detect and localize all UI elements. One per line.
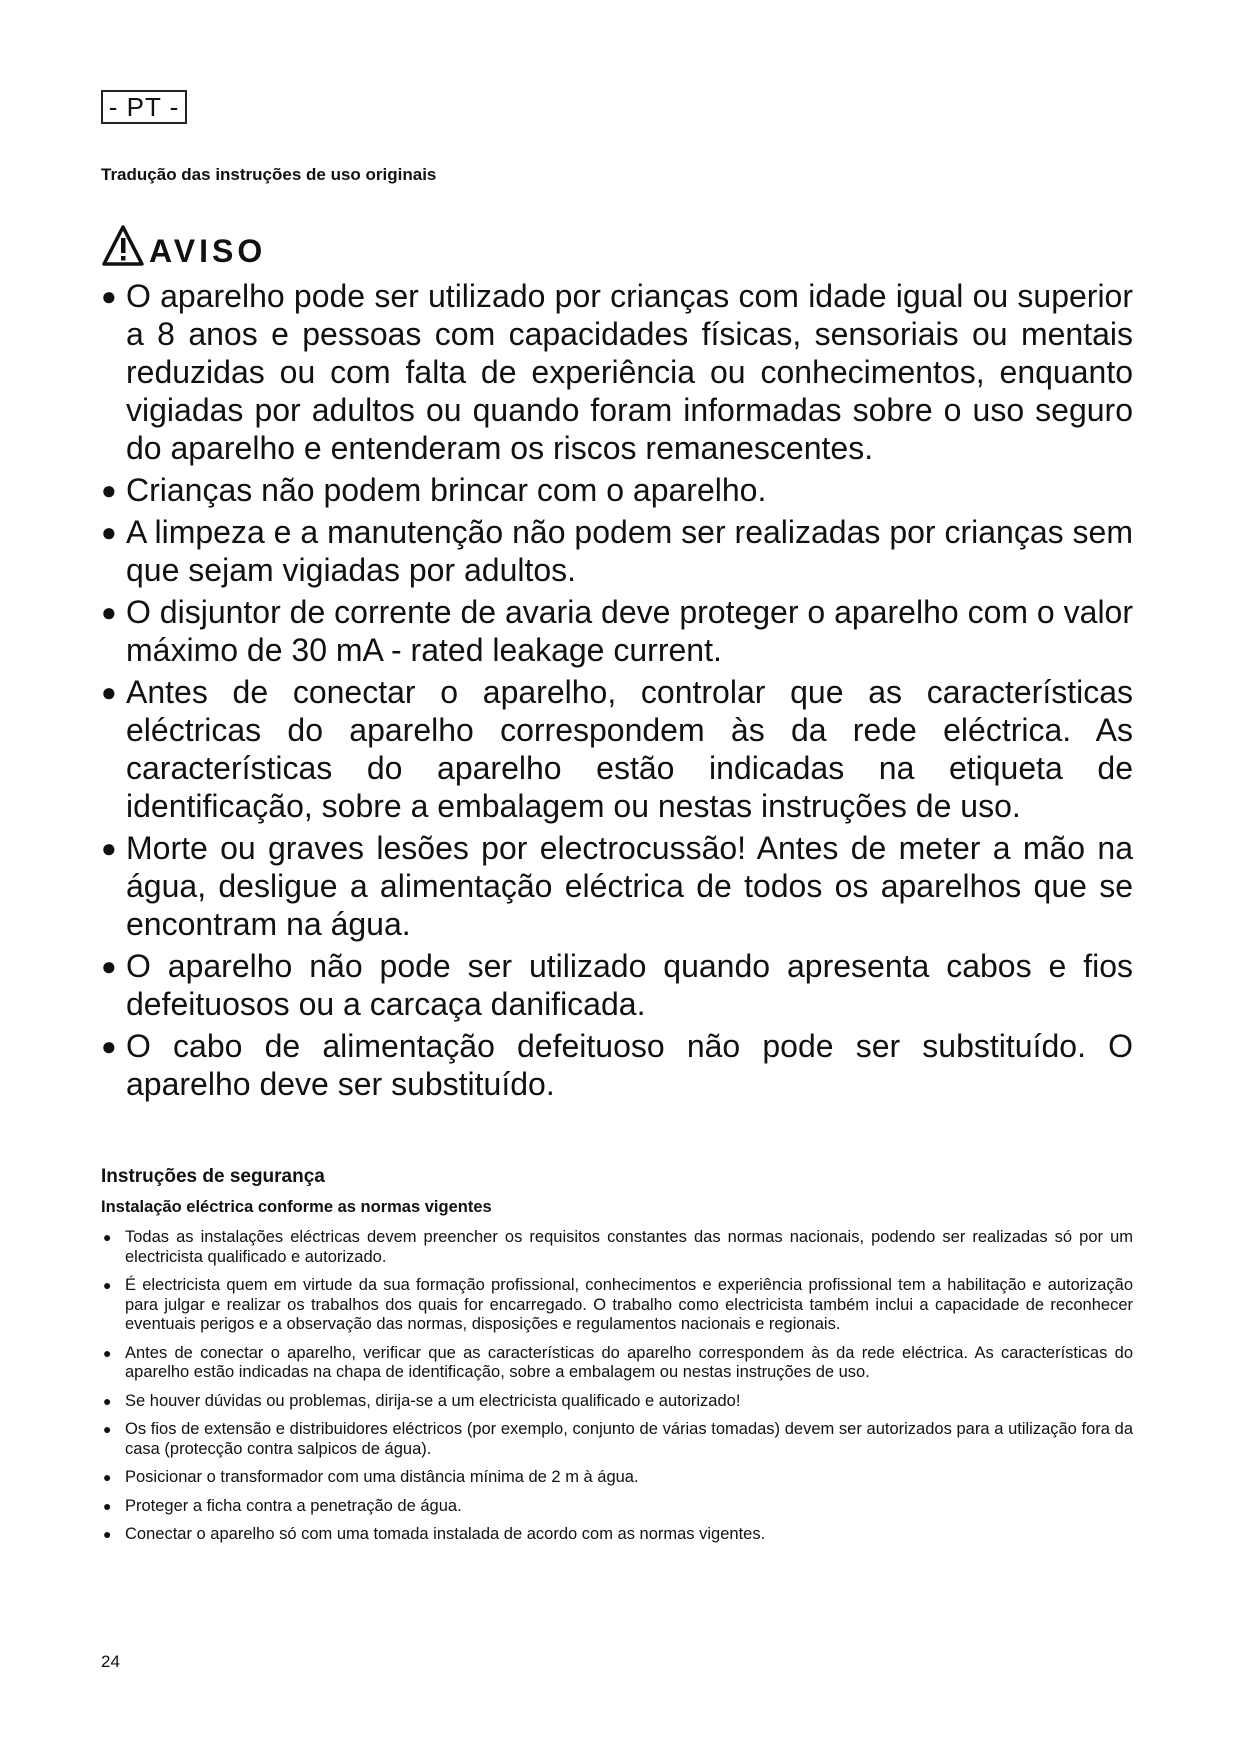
bullet-icon: ● [101,517,117,547]
warning-item-text: O aparelho não pode ser utilizado quando apresenta cabos e fios defeituosos ou a carcaça danificada. [126,948,1133,1022]
safety-item-text: É electricista quem em virtude da sua formação profissional, conhecimentos e experiência profissional tem a habilitação e autorização para julgar e realizar os trabalhos dos quais for encarregado. O trabalho como electricista também inclui a capacidade de reconhecer eventuais perigos e a observação das normas, disposições e regulamentos nacionais e regionais. [125,1276,1133,1333]
bullet-icon: ● [101,475,117,505]
safety-item [101,1497,1133,1517]
bullet-icon: ● [103,1344,112,1361]
bullet-icon: ● [103,1497,112,1514]
safety-section-subtitle: Instalação eléctrica conforme as normas vigentes [101,1198,492,1216]
bullet-icon: ● [103,1392,112,1409]
warning-item [101,947,1133,1023]
safety-item [101,1525,1133,1545]
bullet-icon: ● [101,597,117,627]
bullet-icon: ● [101,833,117,863]
bullet-icon: ● [103,1526,112,1542]
warning-item-text: O cabo de alimentação defeituoso não pode ser substituído. O aparelho deve ser substituído. [126,1028,1133,1102]
warning-triangle-icon [101,224,145,268]
safety-item [101,1420,1133,1459]
safety-item [101,1276,1133,1335]
warning-item-text: O aparelho pode ser utilizado por crianças com idade igual ou superior a 8 anos e pessoas com capacidades físicas, sensoriais ou mentais reduzidas ou com falta de experiência ou conhecimentos, enquanto vigiadas por adultos ou quando foram informadas sobre o uso seguro do aparelho e entenderam os riscos remanescentes. [126,278,1133,466]
bullet-icon: ● [101,677,117,707]
safety-item [101,1392,1133,1412]
warning-item [101,829,1133,943]
safety-item [101,1228,1133,1267]
language-tag: - PT - [101,90,187,124]
bullet-icon: ● [101,1031,117,1061]
safety-item-text: Antes de conectar o aparelho, verificar que as características do aparelho correspondem às da rede eléctrica. As características do aparelho estão indicadas na chapa de identificação, sobre a embalagem ou nestas instruções de uso. [125,1343,1133,1381]
bullet-icon: ● [103,1277,112,1293]
warning-item-text: A limpeza e a manutenção não podem ser realizadas por crianças sem que sejam vigiadas por adultos. [126,514,1133,588]
bullet-icon: ● [103,1421,112,1437]
safety-list [101,1228,1133,1554]
warning-item-text: Crianças não podem brincar com o aparelho. [126,472,767,508]
safety-item [101,1468,1133,1488]
document-subtitle: Tradução das instruções de uso originais [101,165,437,184]
safety-item [101,1344,1133,1383]
warning-item-text: Antes de conectar o aparelho, controlar que as características eléctricas do aparelho correspondem às da rede eléctrica. As características do aparelho estão indicadas na etiqueta de identificação, sobre a embalagem ou nestas instruções de uso. [126,674,1133,824]
warning-heading [101,212,266,268]
safety-item-text: Posicionar o transformador com uma distância mínima de 2 m à água. [125,1468,639,1486]
safety-item-text: Proteger a ficha contra a penetração de água. [125,1496,462,1515]
safety-item-text: Se houver dúvidas ou problemas, dirija-se a um electricista qualificado e autorizado! [125,1391,741,1410]
safety-item-text: Conectar o aparelho só com uma tomada instalada de acordo com as normas vigentes. [125,1525,766,1543]
page-number: 24 [101,1652,120,1671]
warning-item-text: Morte ou graves lesões por electrocussão! Antes de meter a mão na água, desligue a alimentação eléctrica de todos os aparelhos que se encontram na água. [126,830,1133,942]
bullet-icon: ● [103,1229,112,1245]
bullet-icon: ● [103,1469,112,1485]
bullet-icon: ● [101,951,117,981]
warning-item [101,513,1133,589]
safety-item-text: Os fios de extensão e distribuidores eléctricos (por exemplo, conjunto de várias tomadas) devem ser autorizados para a utilização fora da casa (protecção contra salpicos de água). [125,1420,1133,1458]
warning-item-text: O disjuntor de corrente de avaria deve proteger o aparelho com o valor máximo de 30 mA - rated leakage current. [126,594,1133,668]
warning-item [101,277,1133,467]
warning-item [101,1027,1133,1103]
warning-item [101,471,1133,509]
bullet-icon: ● [101,281,117,311]
warning-title: AVISO [149,233,267,269]
warning-item [101,673,1133,825]
warning-list [101,277,1133,1107]
safety-item-text: Todas as instalações eléctricas devem preencher os requisitos constantes das normas nacionais, podendo ser realizadas só por um electricista qualificado e autorizado. [125,1228,1133,1266]
safety-section-title: Instruções de segurança [101,1166,325,1187]
warning-item [101,593,1133,669]
